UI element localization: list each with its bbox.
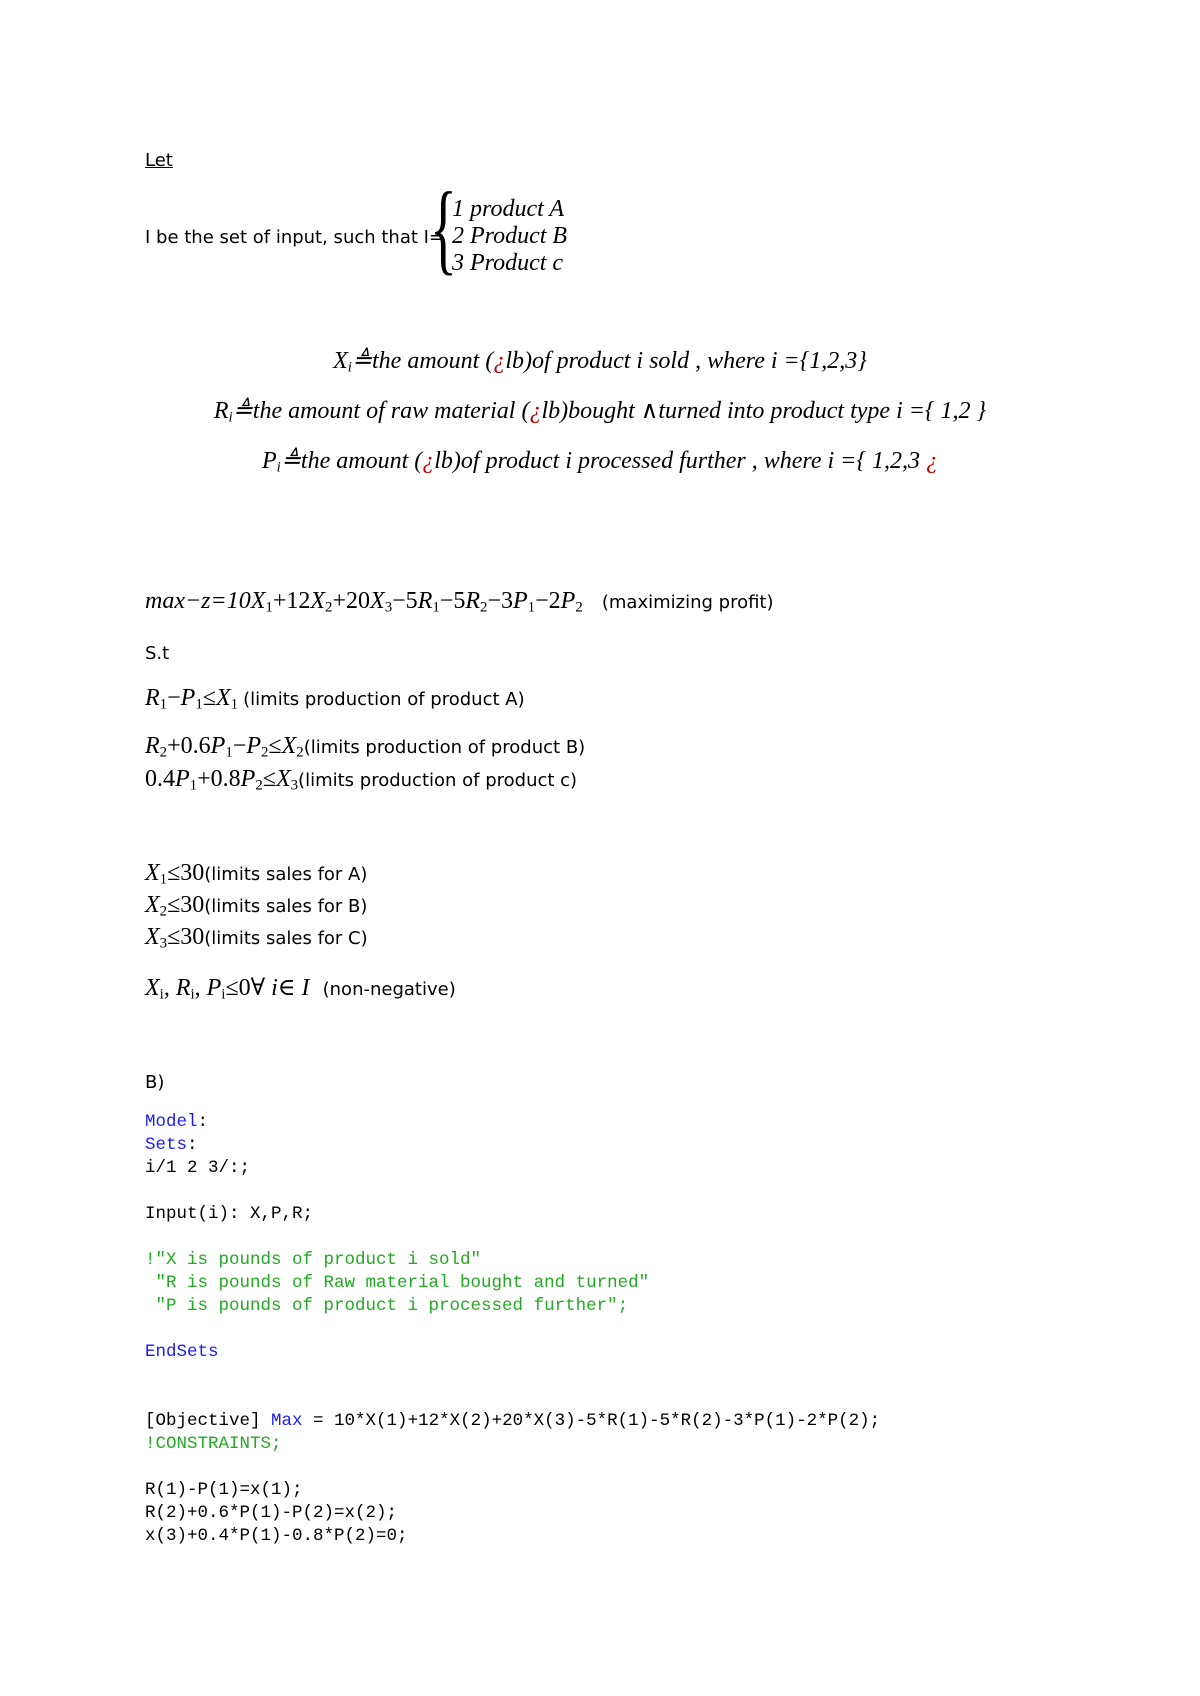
code-line: Model: bbox=[145, 1112, 209, 1132]
code-comment: !"X is pounds of product i sold" bbox=[145, 1250, 482, 1270]
nonneg-constraint: $X_i$, $R_i$, $P_i\le 0\forall$ i∈ I (non-negative) bbox=[145, 975, 456, 1003]
constraint-b: $R_2+0.6P_1-P_2\le X_2(limits$ production of product B) bbox=[145, 733, 586, 761]
constraint-c: $0.4P_1+0.8P_2\le X_3(limits$ production of product c) bbox=[145, 766, 578, 794]
section-b-label: B) bbox=[145, 1072, 165, 1093]
var-def-r: $R_i≜the$ amount of raw material (¿lb)bought ∧turned into product type i ={ 1,2 } bbox=[213, 398, 987, 426]
set-item: 1 product A bbox=[452, 196, 564, 222]
var-def-p: $P_i≜the$ amount (¿lb)of product i processed further , where i ={ 1,2,3 ¿ bbox=[262, 448, 938, 476]
code-line: Input(i): X,P,R; bbox=[145, 1204, 314, 1224]
code-comment: !CONSTRAINTS; bbox=[145, 1434, 282, 1454]
code-line: x(3)+0.4*P(1)-0.8*P(2)=0; bbox=[145, 1526, 408, 1546]
let-label: Let bbox=[145, 150, 173, 171]
code-objective: [Objective] Max = 10*X(1)+12*X(2)+20*X(3)-5*R(1)-5*R(2)-3*P(1)-2*P(2); bbox=[145, 1411, 881, 1431]
sales-limit-c: $X_3\le 30(limits$ sales for C) bbox=[145, 924, 368, 952]
set-item: 2 Product B bbox=[452, 223, 568, 249]
sales-limit-b: $X_2\le 30(limits$ sales for B) bbox=[145, 892, 368, 920]
objective-function: $\max-z=10X_1+12X_2+20X_3-5R_1-5R_2-3P_1-2P_2$ (maximizing profit) bbox=[145, 588, 774, 616]
code-line: i/1 2 3/:; bbox=[145, 1158, 251, 1178]
var-def-x: $X_i≜the$ amount (¿lb)of product i sold , where i ={1,2,3} bbox=[333, 348, 867, 376]
code-comment: "R is pounds of Raw material bought and turned" bbox=[145, 1273, 650, 1293]
objective-note: (maximizing profit) bbox=[601, 592, 774, 613]
code-block bbox=[145, 1111, 880, 1548]
set-item: 3 Product c bbox=[452, 250, 564, 276]
code-comment: "P is pounds of product i processed further"; bbox=[145, 1296, 629, 1316]
left-brace: { bbox=[430, 172, 457, 285]
code-line: Sets: bbox=[145, 1135, 198, 1155]
st-label: S.t bbox=[145, 643, 170, 664]
code-line: R(2)+0.6*P(1)-P(2)=x(2); bbox=[145, 1503, 398, 1523]
sales-limit-a: $X_1\le 30(limits$ sales for A) bbox=[145, 860, 368, 888]
code-line: R(1)-P(1)=x(1); bbox=[145, 1480, 303, 1500]
code-line: EndSets bbox=[145, 1342, 219, 1362]
set-definition-text: I be the set of input, such that I= bbox=[145, 227, 445, 248]
set-items bbox=[452, 196, 567, 277]
constraint-a: $R_1-P_1\le X_1$ (limits production of product A) bbox=[145, 685, 525, 713]
